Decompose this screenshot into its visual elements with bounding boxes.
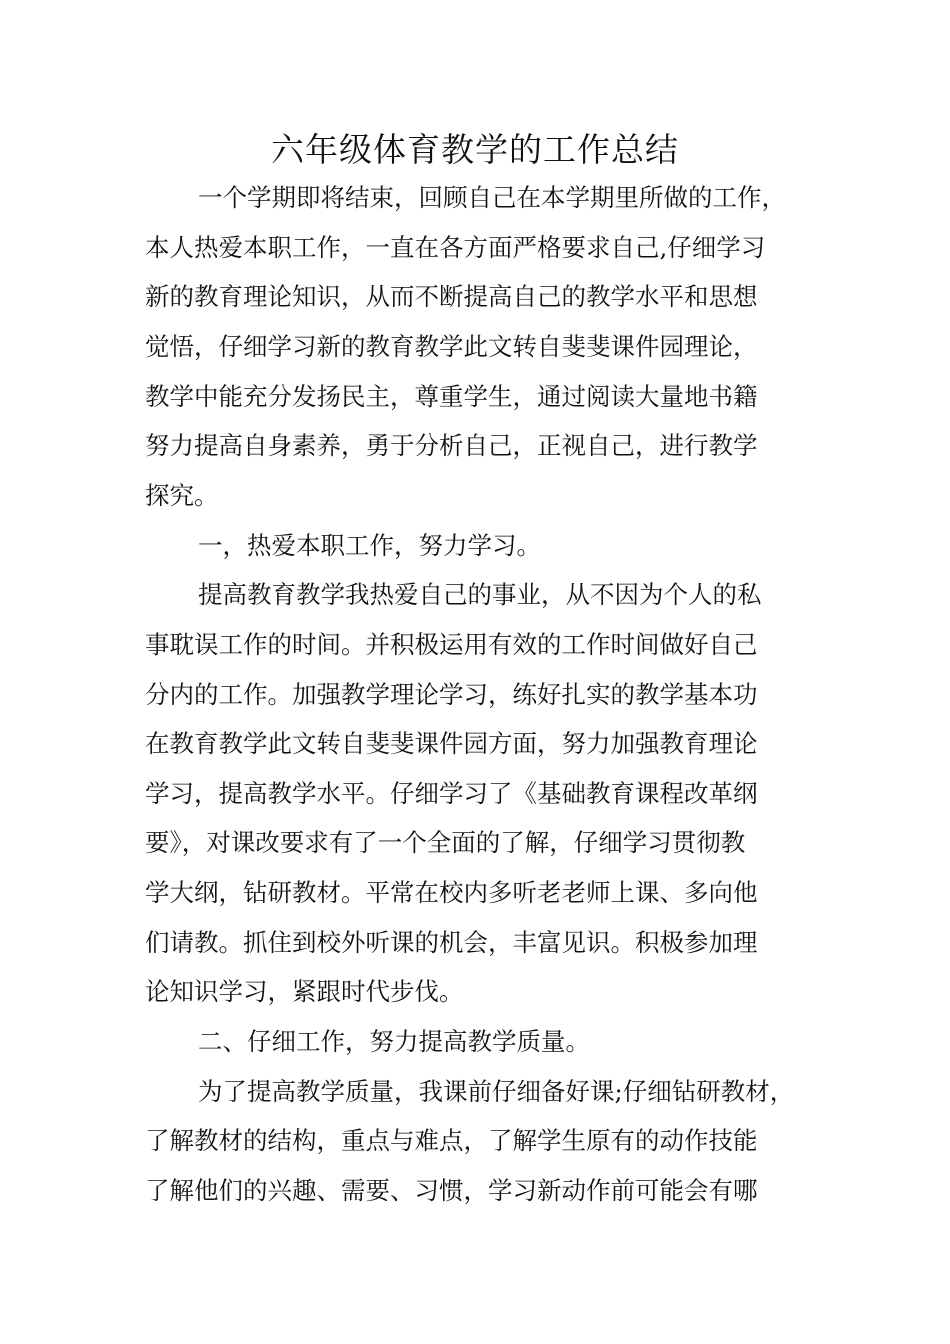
paragraph-2-line: 分内的工作。加强教学理论学习，练好扎实的教学基本功 [145, 680, 758, 709]
paragraph-1-line: 一个学期即将结束，回顾自己在本学期里所做的工作， [198, 183, 786, 212]
paragraph-1-line: 努力提高自身素养，勇于分析自己，正视自己，进行教学 [145, 431, 758, 460]
paragraph-2-line: 提高教育教学我热爱自己的事业，从不因为个人的私 [198, 580, 762, 609]
paragraph-2-line: 要》，对课改要求有了一个全面的了解，仔细学习贯彻教 [145, 828, 746, 857]
paragraph-3-line: 了解教材的结构，重点与难点，了解学生原有的动作技能 [145, 1126, 758, 1155]
paragraph-3-line: 为了提高教学质量，我课前仔细备好课;仔细钻研教材， [198, 1077, 795, 1106]
paragraph-2-line: 学大纲，钻研教材。平常在校内多听老老师上课、多向他 [145, 878, 758, 907]
paragraph-1-line: 教学中能充分发扬民主，尊重学生，通过阅读大量地书籍 [145, 382, 758, 411]
paragraph-1-line: 探究。 [145, 481, 219, 510]
paragraph-3-line: 了解他们的兴趣、需要、习惯，学习新动作前可能会有哪 [145, 1176, 758, 1205]
paragraph-1-line: 觉悟，仔细学习新的教育教学此文转自斐斐课件园理论， [145, 332, 758, 361]
paragraph-1-line: 本人热爱本职工作，一直在各方面严格要求自己,仔细学习 [145, 233, 766, 262]
section-heading-2: 二、仔细工作，努力提高教学质量。 [198, 1027, 590, 1056]
paragraph-2-line: 学习，提高教学水平。仔细学习了《基础教育课程改革纲 [145, 779, 758, 808]
paragraph-1-line: 新的教育理论知识，从而不断提高自己的教学水平和思想 [145, 282, 758, 311]
paragraph-2-line: 论知识学习，紧跟时代步伐。 [145, 977, 464, 1006]
paragraph-2-line: 们请教。抓住到校外听课的机会，丰富见识。积极参加理 [145, 928, 758, 957]
document-title: 六年级体育教学的工作总结 [271, 130, 679, 169]
paragraph-2-line: 在教育教学此文转自斐斐课件园方面，努力加强教育理论 [145, 729, 758, 758]
section-heading-1: 一，热爱本职工作，努力学习。 [198, 531, 541, 560]
paragraph-2-line: 事耽误工作的时间。并积极运用有效的工作时间做好自己 [145, 630, 758, 659]
